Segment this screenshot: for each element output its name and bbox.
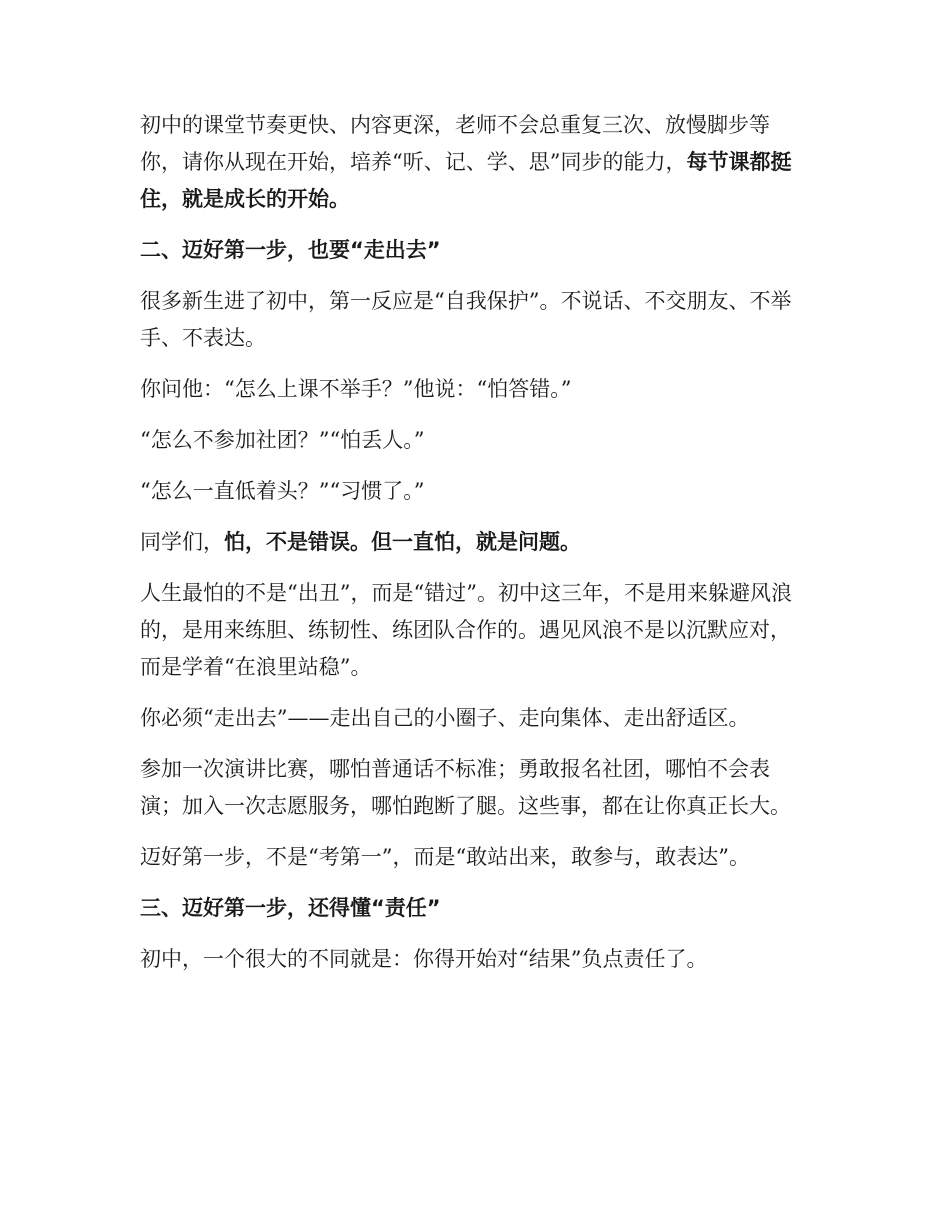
paragraph-first-step: 迈好第一步，不是“考第一”，而是“敢站出来，敢参与，敢表达”。 xyxy=(140,845,750,869)
section-heading-responsibility: 三、迈好第一步，还得懂“责任” xyxy=(140,896,441,920)
paragraph-dialogue-3: “怎么一直低着头？”“习惯了。” xyxy=(140,479,425,503)
paragraph-responsibility: 初中，一个很大的不同就是：你得开始对“结果”负点责任了。 xyxy=(140,947,708,971)
paragraph-fear xyxy=(140,524,805,561)
paragraph-must-go-out: 你必须“走出去”——走出自己的小圈子、走向集体、走出舒适区。 xyxy=(140,706,750,730)
paragraph-self-protection: 很多新生进了初中，第一反应是“自我保护”。不说话、不交朋友、不举手、不表达。 xyxy=(140,289,792,350)
paragraph-classroom-pace xyxy=(140,107,805,218)
section-heading-go-out: 二、迈好第一步，也要“走出去” xyxy=(140,238,441,262)
emphasis-text: 每节课都挺住，就是成长的开始。 xyxy=(140,150,792,211)
emphasis-text: 怕，不是错误。但一直怕，就是问题。 xyxy=(224,530,581,554)
paragraph-text: 初中的课堂节奏更快、内容更深，老师不会总重复三次、放慢脚步等你，请你从现在开始，培养“听、记、学、思”同步的能力， xyxy=(140,113,770,174)
document-page xyxy=(140,107,805,992)
paragraph-dialogue-1: 你问他：“怎么上课不举手？”他说：“怕答错。” xyxy=(140,377,572,401)
paragraph-life-fear: 人生最怕的不是“出丑”，而是“错过”。初中这三年，不是用来躲避风浪的，是用来练胆、练韧性、练团队合作的。遇见风浪不是以沉默应对，而是学着“在浪里站稳”。 xyxy=(140,581,792,679)
paragraph-dialogue-2: “怎么不参加社团？”“怕丢人。” xyxy=(140,428,425,452)
paragraph-text: 同学们， xyxy=(140,530,224,554)
paragraph-activities: 参加一次演讲比赛，哪怕普通话不标准；勇敢报名社团，哪怕不会表演；加入一次志愿服务，哪怕跑断了腿。这些事，都在让你真正长大。 xyxy=(140,757,791,818)
